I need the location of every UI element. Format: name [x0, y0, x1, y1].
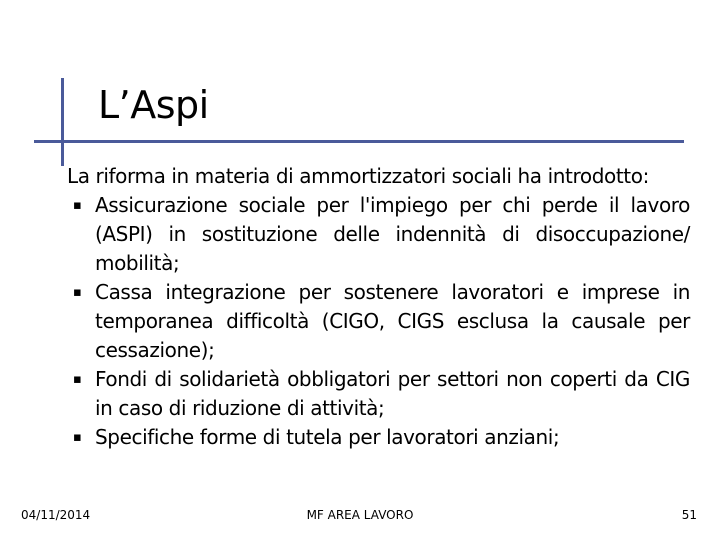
title-vertical-rule — [61, 78, 64, 166]
bullet-list — [67, 191, 690, 452]
square-bullet-icon: ▪ — [73, 372, 82, 387]
list-item — [67, 365, 690, 423]
footer-label: MF AREA LAVORO — [306, 508, 414, 522]
square-bullet-icon: ▪ — [73, 430, 82, 445]
slide-body — [67, 162, 690, 452]
list-item-text: Assicurazione sociale per l'impiego per chi perde il lavoro (ASPI) in sostituzione delle indennità di disoccupazione/ mobilità; — [95, 193, 690, 275]
title-horizontal-rule — [34, 140, 684, 143]
page-number: 51 — [681, 508, 697, 522]
list-item-text: Specifiche forme di tutela per lavoratori anziani; — [95, 425, 560, 449]
slide-title: L’Aspi — [98, 83, 209, 127]
footer-date: 04/11/2014 — [21, 508, 91, 522]
list-item — [67, 278, 690, 365]
square-bullet-icon: ▪ — [73, 285, 82, 300]
list-item-text: Fondi di solidarietà obbligatori per settori non coperti da CIG in caso di riduzione di attività; — [95, 367, 690, 420]
list-item — [67, 423, 690, 452]
square-bullet-icon: ▪ — [73, 198, 82, 213]
intro-text: La riforma in materia di ammortizzatori sociali ha introdotto: — [67, 164, 649, 188]
list-item-text: Cassa integrazione per sostenere lavoratori e imprese in temporanea difficoltà (CIGO, CIGS esclusa la causale per cessazione); — [95, 280, 690, 362]
list-item — [67, 191, 690, 278]
